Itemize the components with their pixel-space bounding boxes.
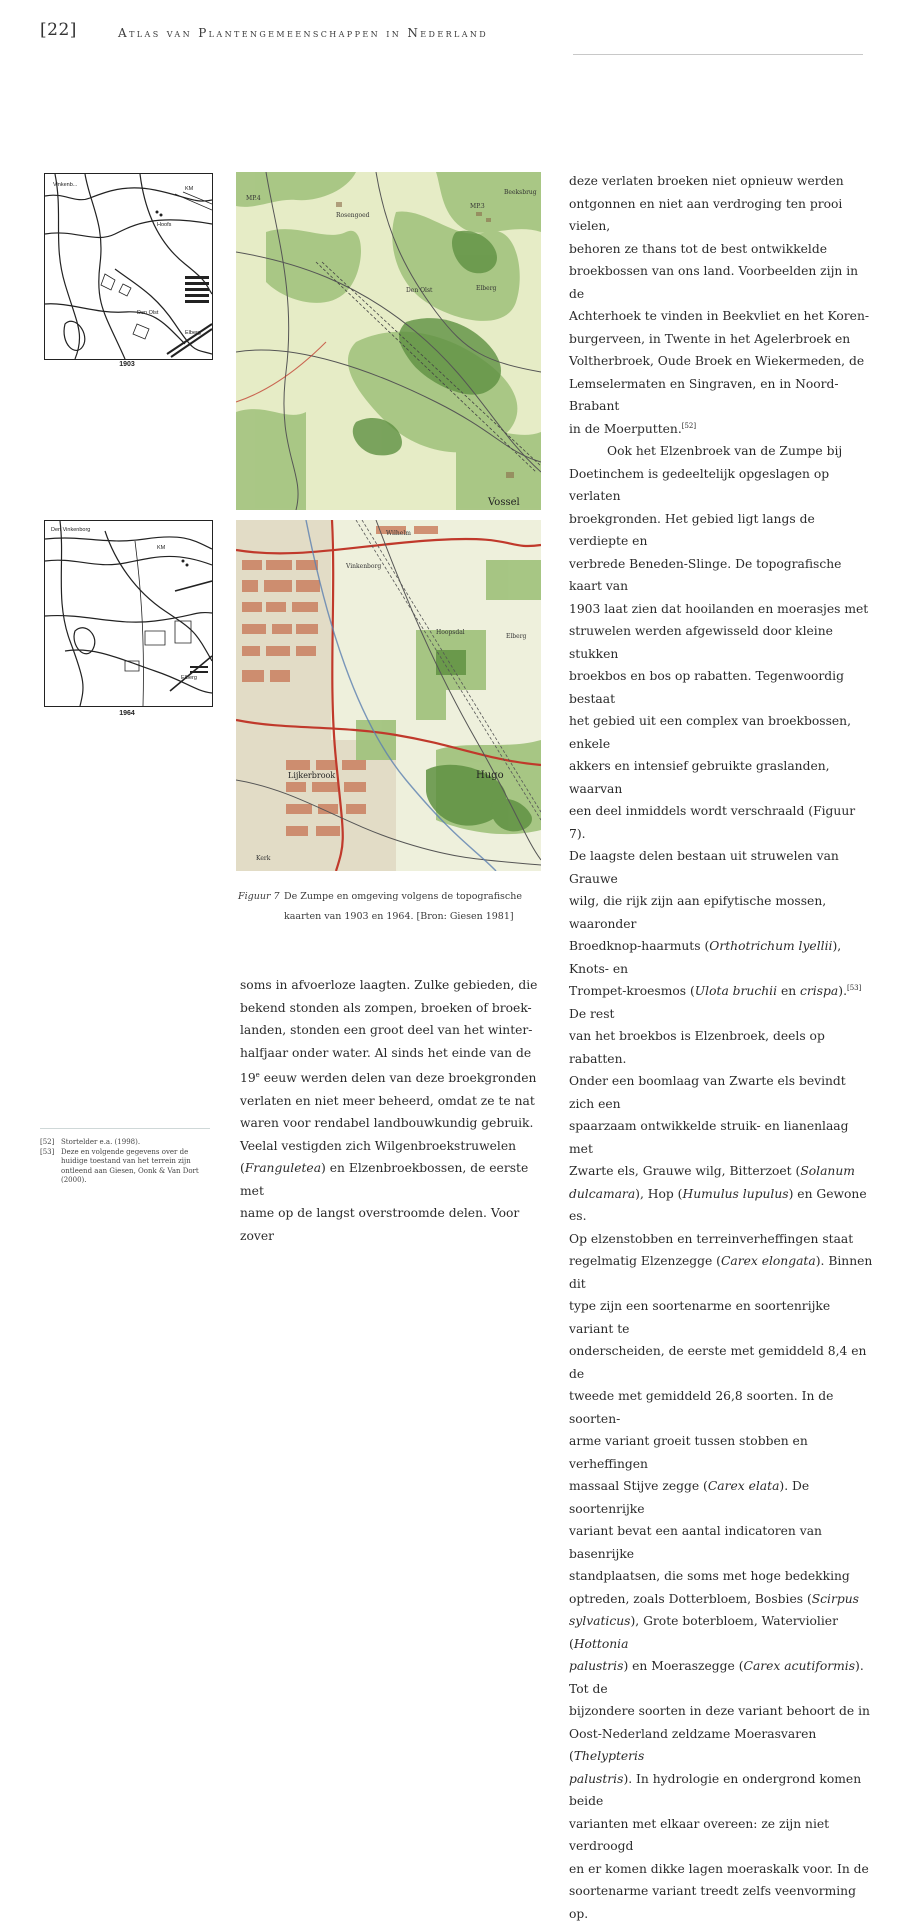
text-line: akkers en intensief gebruikte graslanden, waarvan: [569, 759, 830, 796]
text-line: van het broekbos is Elzenbroek, deels op rabatten.: [569, 1029, 825, 1066]
sketch-year-1964: 1964: [119, 710, 135, 717]
text-line: Lemselermaten en Singraven, en in Noord-Brabant: [569, 376, 839, 413]
footnote-text: Stortelder e.a. (1998).: [61, 1138, 141, 1146]
text-line: [569, 1475, 874, 1520]
text-line: spaarzaam ontwikkelde struik- en lianenlaag met: [569, 1119, 849, 1156]
text-line: [240, 1064, 540, 1090]
text-span: massaal Stijve zegge (: [569, 1479, 708, 1493]
text-line: [569, 1588, 874, 1611]
text-line: broekgronden. Het gebied ligt langs de verdiepte en: [569, 511, 815, 548]
species-name: Hottonia: [573, 1636, 629, 1651]
text-line: deze verlaten broeken niet opnieuw werden: [569, 174, 844, 188]
text-line: standplaatsen, die soms met hoge bedekking: [569, 1569, 850, 1583]
text-line: broekbossen van ons land. Voorbeelden zijn in de: [569, 264, 859, 301]
text-line: Voltherbroek, Oude Broek en Wiekermeden, de: [569, 354, 865, 368]
text-line: Doetinchem is gedeeltelijk opgeslagen op verlaten: [569, 466, 830, 503]
sketch-year-1903: 1903: [119, 361, 135, 368]
species-name: Franguletea: [244, 1161, 322, 1176]
footnote-text: (2000).: [61, 1176, 87, 1184]
header-rule: [573, 54, 863, 55]
text-line: struwelen werden afgewisseld door kleine stukken: [569, 624, 833, 661]
text-span: De rest: [569, 1006, 615, 1021]
text-line: bijzondere soorten in deze variant behoort de in: [569, 1704, 870, 1718]
superscript: e: [255, 1071, 260, 1079]
text-line: [240, 1157, 540, 1202]
species-name: palustris: [569, 1659, 624, 1673]
sketch-label: Den Vinkenborg: [51, 527, 91, 533]
topographic-map-1903-drawing: [236, 172, 541, 510]
text-line: onderscheiden, de eerste met gemiddeld 8,4 en de: [569, 1344, 867, 1381]
species-name: Carex acutiformis: [743, 1659, 856, 1673]
topographic-map-1903: [236, 172, 541, 510]
text-line: Veelal vestigden zich Wilgenbroekstruwelen: [240, 1138, 517, 1153]
footnote-reference: [53]: [846, 983, 862, 992]
text-line: Achterhoek te vinden in Beekvliet en het Koren-: [569, 309, 870, 323]
body-column-middle: [240, 974, 540, 1247]
text-line: en er komen dikke lagen moeraskalk voor. In de: [569, 1861, 869, 1876]
text-line: [569, 980, 874, 1025]
sketch-map-1964: [44, 520, 213, 707]
sketch-label: Den Olst: [137, 310, 159, 316]
text-line: [569, 1610, 874, 1655]
text-span: regelmatig Elzenzegge (: [569, 1254, 721, 1268]
body-column-right: [569, 170, 874, 1925]
text-span: 19: [240, 1071, 256, 1086]
text-span: ) en Moeraszegge (: [623, 1659, 744, 1673]
caption-line: De Zumpe en omgeving volgens de topografische: [284, 891, 522, 902]
text-span: en: [777, 984, 801, 998]
species-name: Thelypteris: [573, 1749, 645, 1763]
text-line: [569, 1768, 874, 1813]
species-name: Carex elata: [707, 1479, 780, 1493]
text-span: ), Grote boterbloem, Waterviolier (: [569, 1614, 838, 1651]
footnote-text: ontleend aan Giesen, Oonk & Van Dort: [61, 1166, 199, 1175]
map-label: Den Olst: [406, 287, 433, 294]
text-span: Oost-Nederland zeldzame Moerasvaren (: [569, 1726, 817, 1763]
text-span: ) en Elzenbroekbossen, de eerste met: [240, 1161, 529, 1198]
text-line: type zijn een soortenarme en soortenrijke variant te: [569, 1299, 831, 1336]
text-line: het gebied uit een complex van broekbossen, enkele: [569, 714, 852, 751]
page-number: [22]: [40, 20, 77, 40]
species-name: dulcamara: [569, 1186, 636, 1201]
map-label: Wilhelm: [386, 530, 411, 537]
text-line: [569, 1723, 874, 1768]
text-span: in de Moerputten.: [569, 421, 682, 436]
text-line: halfjaar onder water. Al sinds het einde van de: [240, 1045, 532, 1060]
text-span: ) en Gewone es.: [569, 1186, 867, 1223]
text-span: ). Binnen dit: [569, 1254, 873, 1291]
text-line: ontgonnen en niet aan verdroging ten prooi vielen,: [569, 196, 843, 233]
species-name: palustris: [569, 1771, 624, 1786]
topographic-map-1964: [236, 520, 541, 871]
text-line: behoren ze thans tot de best ontwikkelde: [569, 241, 828, 256]
text-line: [569, 1183, 874, 1228]
footnote-53: [40, 1148, 215, 1158]
map-label: MP.3: [470, 203, 485, 210]
text-line: een deel inmiddels wordt verschraald (Figuur 7).: [569, 804, 856, 841]
text-line: name op de langst overstroomde delen. Voor zover: [240, 1206, 520, 1243]
text-line: burgerveen, in Twente in het Agelerbroek en: [569, 331, 851, 346]
sketch-label: KM: [185, 186, 194, 192]
map-label: Hoopsdal: [436, 629, 465, 636]
footnote-number: [53]: [40, 1147, 55, 1156]
text-line: [569, 1160, 874, 1183]
text-span: (: [240, 1161, 245, 1176]
text-line: soms in afvoerloze laagten. Zulke gebieden, die: [240, 978, 538, 992]
sketch-label: Elberg: [185, 330, 201, 336]
footnote-text: huidige toestand van het terrein zijn: [61, 1157, 191, 1165]
text-line: varianten met elkaar overeen: ze zijn niet verdroogd: [569, 1816, 830, 1853]
species-name: Scirpus: [811, 1591, 859, 1606]
map-label: MP.4: [246, 195, 261, 202]
text-line: bekend stonden als zompen, broeken of broek-: [240, 1000, 532, 1015]
map-label: Elberg: [506, 633, 527, 640]
text-span: ), Knots- en: [569, 939, 842, 976]
text-line: Ook het Elzenbroek van de Zumpe bij: [607, 444, 843, 458]
text-line: wilg, die rijk zijn aan epifytische mossen, waaronder: [569, 894, 827, 931]
text-line: De laagste delen bestaan uit struwelen van Grauwe: [569, 849, 839, 886]
species-name: sylvaticus: [569, 1614, 631, 1628]
footnotes: [40, 1138, 215, 1186]
text-line: Onder een boomlaag van Zwarte els bevindt zich een: [569, 1074, 846, 1111]
text-line: 1903 laat zien dat hooilanden en moerasjes met: [569, 601, 869, 616]
footnote-rule: [40, 1128, 210, 1129]
map-label: Lijkerbrook: [288, 771, 336, 780]
text-line: Op elzenstobben en terreinverheffingen staat: [569, 1231, 854, 1246]
map-label: Kerk: [256, 855, 271, 862]
footnote-text: Deze en volgende gegevens over de: [61, 1147, 189, 1156]
topographic-map-1964-drawing: [236, 520, 541, 871]
text-line: verlaten en niet meer beheerd, omdat ze te nat: [240, 1093, 535, 1108]
species-name: Humulus lupulus: [682, 1186, 789, 1201]
text-line: [569, 935, 874, 980]
text-span: ). De soortenrijke: [569, 1479, 810, 1516]
sketch-label: Hoofs: [157, 222, 172, 228]
sketch-map-1903: [44, 173, 213, 360]
map-label: Elberg: [476, 285, 497, 292]
caption-line: kaarten van 1903 en 1964. [Bron: Giesen 1981]: [284, 911, 514, 922]
text-line: waren voor rendabel landbouwkundig gebruik.: [240, 1116, 534, 1131]
text-line: [569, 1655, 874, 1700]
map-label: Rosengoed: [336, 212, 370, 219]
figure-label: Figuur 7: [238, 891, 280, 902]
species-name: Ulota bruchii: [694, 984, 778, 998]
text-line: [569, 1250, 874, 1295]
text-span: ).: [838, 984, 847, 998]
footnote-reference: [52]: [681, 421, 697, 430]
sketch-label: KM: [157, 545, 166, 551]
species-name: crispa: [800, 984, 839, 998]
map-label: Hugo: [476, 770, 504, 781]
species-name: Orthotrichum lyellii: [709, 939, 833, 953]
sketch-map-1964-drawing: [45, 521, 212, 706]
text-line: tweede met gemiddeld 26,8 soorten. In de soorten-: [569, 1389, 834, 1426]
footnote-number: [52]: [40, 1138, 55, 1146]
text-line: verbrede Beneden-Slinge. De topografische kaart van: [569, 556, 842, 593]
map-label: Vinkenborg: [346, 563, 382, 570]
sketch-map-1903-drawing: [45, 174, 212, 359]
text-span: ). In hydrologie en ondergrond komen beide: [569, 1771, 862, 1808]
sketch-label: Vinkenb...: [53, 182, 78, 188]
map-label: Beeksbrug: [504, 189, 537, 196]
text-span: eeuw werden delen van deze broekgronden: [259, 1071, 537, 1086]
map-label: Vossel: [488, 497, 520, 508]
sketch-label: Elberg: [181, 675, 197, 681]
text-span: Zwarte els, Grauwe wilg, Bitterzoet (: [569, 1164, 801, 1178]
text-span: optreden, zoals Dotterbloem, Bosbies (: [569, 1591, 812, 1606]
text-line: broekbos en bos op rabatten. Tegenwoordig bestaat: [569, 669, 844, 706]
text-line: landen, stonden een groot deel van het winter-: [240, 1023, 533, 1037]
species-name: Carex elongata: [720, 1254, 816, 1268]
text-line: variant bevat een aantal indicatoren van basenrijke: [569, 1524, 822, 1561]
running-title: Atlas van Plantengemeenschappen in Nederland: [118, 26, 489, 40]
text-span: ). Tot de: [569, 1659, 864, 1696]
text-line: [569, 418, 874, 441]
species-name: Solanum: [800, 1164, 855, 1178]
text-line: arme variant groeit tussen stobben en verheffingen: [569, 1434, 808, 1471]
text-span: Broedknop-haarmuts (: [569, 939, 710, 953]
text-line: soortenarme variant treedt zelfs veenvorming op.: [569, 1884, 856, 1921]
text-span: ), Hop (: [635, 1186, 683, 1201]
footnote-52: [40, 1138, 215, 1148]
text-span: Trompet-kroesmos (: [569, 984, 695, 998]
